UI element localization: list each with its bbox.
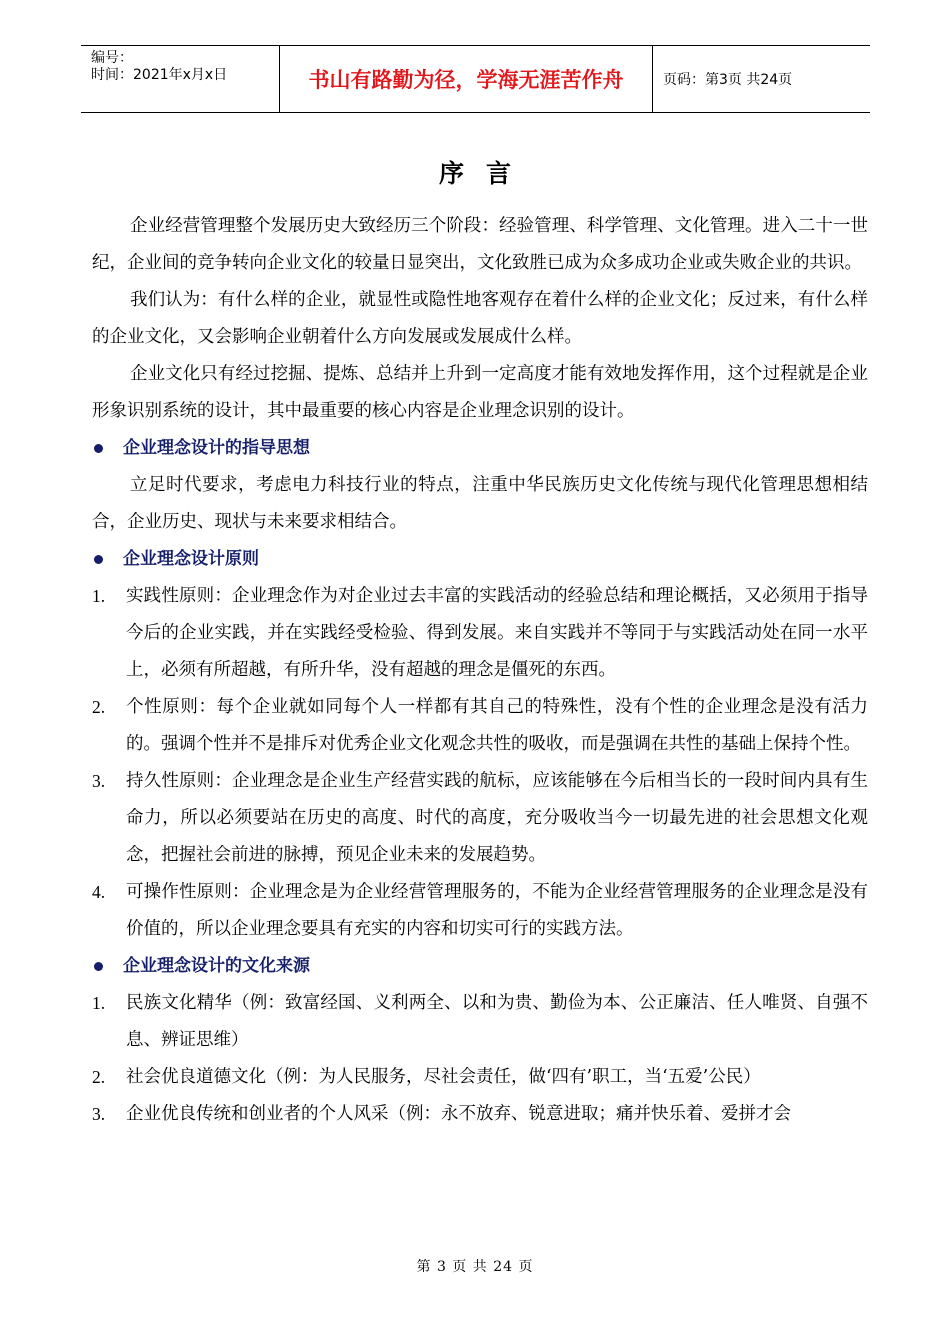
section-heading-text: 企业理念设计的文化来源: [123, 956, 310, 976]
header-code-label: 编号：: [91, 50, 133, 66]
page-footer: 第 3 页 共 24 页: [416, 1259, 534, 1275]
document-body: [92, 208, 868, 1133]
list-item-number: 4.: [92, 882, 106, 902]
document-title: 序言: [438, 159, 533, 188]
header-motto: 书山有路勤为径，学海无涯苦作舟: [280, 46, 653, 112]
intro-paragraph-3: 企业文化只有经过挖掘、提炼、总结并上升到一定高度才能有效地发挥作用，这个过程就是企业形象识别系统的设计，其中最重要的核心内容是企业理念识别的设计。: [92, 364, 868, 421]
list-item-text: 民族文化精华（例：致富经国、义利两全、以和为贵、勤俭为本、公正廉洁、任人唯贤、自强不息、辨证思维）: [126, 993, 868, 1050]
intro-paragraph-2: 我们认为：有什么样的企业，就显性或隐性地客观存在着什么样的企业文化；反过来，有什么样的企业文化，又会影响企业朝着什么方向发展或发展成什么样。: [92, 290, 868, 347]
bullet-icon: [94, 555, 103, 564]
list-item-number: 3.: [92, 771, 106, 791]
list-item-number: 2.: [92, 697, 106, 717]
list-item-text: 持久性原则：企业理念是企业生产经营实践的航标，应该能够在今后相当长的一段时间内具有生命力，所以必须要站在历史的高度、时代的高度，充分吸收当今一切最先进的社会思想文化观念，把握社会前进的脉搏，预见企业未来的发展趋势。: [126, 771, 868, 865]
list-item-number: 2.: [92, 1067, 106, 1087]
list-item-text: 社会优良道德文化（例：为人民服务，尽社会责任，做‘四有’职工，当‘五爱’公民）: [126, 1067, 761, 1087]
list-item: [92, 985, 868, 1059]
page-header: [81, 45, 870, 113]
list-item: [92, 578, 868, 689]
list-item-number: 1.: [92, 586, 106, 606]
header-time-label: 时间：2021年x月x日: [91, 67, 228, 83]
list-item: [92, 763, 868, 874]
list-item: [92, 874, 868, 948]
list-item-number: 3.: [92, 1104, 106, 1124]
header-page-info: 页码：第3页 共24页: [663, 72, 793, 88]
list-item: [92, 1059, 868, 1096]
list-item-text: 个性原则：每个企业就如同每个人一样都有其自己的特殊性，没有个性的企业理念是没有活力的。强调个性并不是排斥对优秀企业文化观念共性的吸收，而是强调在共性的基础上保持个性。: [126, 697, 868, 754]
section-heading-cultural-sources: [92, 948, 868, 985]
list-item-text: 实践性原则：企业理念作为对企业过去丰富的实践活动的经验总结和理论概括，又必须用于指导今后的企业实践，并在实践经受检验、得到发展。来自实践并不等同于与实践活动处在同一水平上，必须有所超越，有所升华，没有超越的理念是僵死的东西。: [126, 586, 868, 680]
section-heading-guiding-ideas: [92, 430, 868, 467]
list-item-text: 企业优良传统和创业者的个人风采（例：永不放弃、锐意进取；痛并快乐着、爱拼才会: [126, 1104, 791, 1124]
section1-paragraph: 立足时代要求，考虑电力科技行业的特点，注重中华民族历史文化传统与现代化管理思想相结合，企业历史、现状与未来要求相结合。: [92, 475, 868, 532]
section-heading-text: 企业理念设计的指导思想: [123, 438, 310, 458]
list-item: [92, 689, 868, 763]
list-item-text: 可操作性原则：企业理念是为企业经营管理服务的，不能为企业经营管理服务的企业理念是没有价值的，所以企业理念要具有充实的内容和切实可行的实践方法。: [126, 882, 868, 939]
intro-paragraph-1: 企业经营管理整个发展历史大致经历三个阶段：经验管理、科学管理、文化管理。进入二十一世纪，企业间的竞争转向企业文化的较量日显突出，文化致胜已成为众多成功企业或失败企业的共识。: [92, 216, 868, 273]
section-heading-text: 企业理念设计原则: [123, 549, 259, 569]
list-item-number: 1.: [92, 993, 106, 1013]
bullet-icon: [94, 962, 103, 971]
bullet-icon: [94, 444, 103, 453]
header-meta: [81, 46, 280, 112]
section-heading-principles: [92, 541, 868, 578]
list-item: [92, 1096, 868, 1133]
